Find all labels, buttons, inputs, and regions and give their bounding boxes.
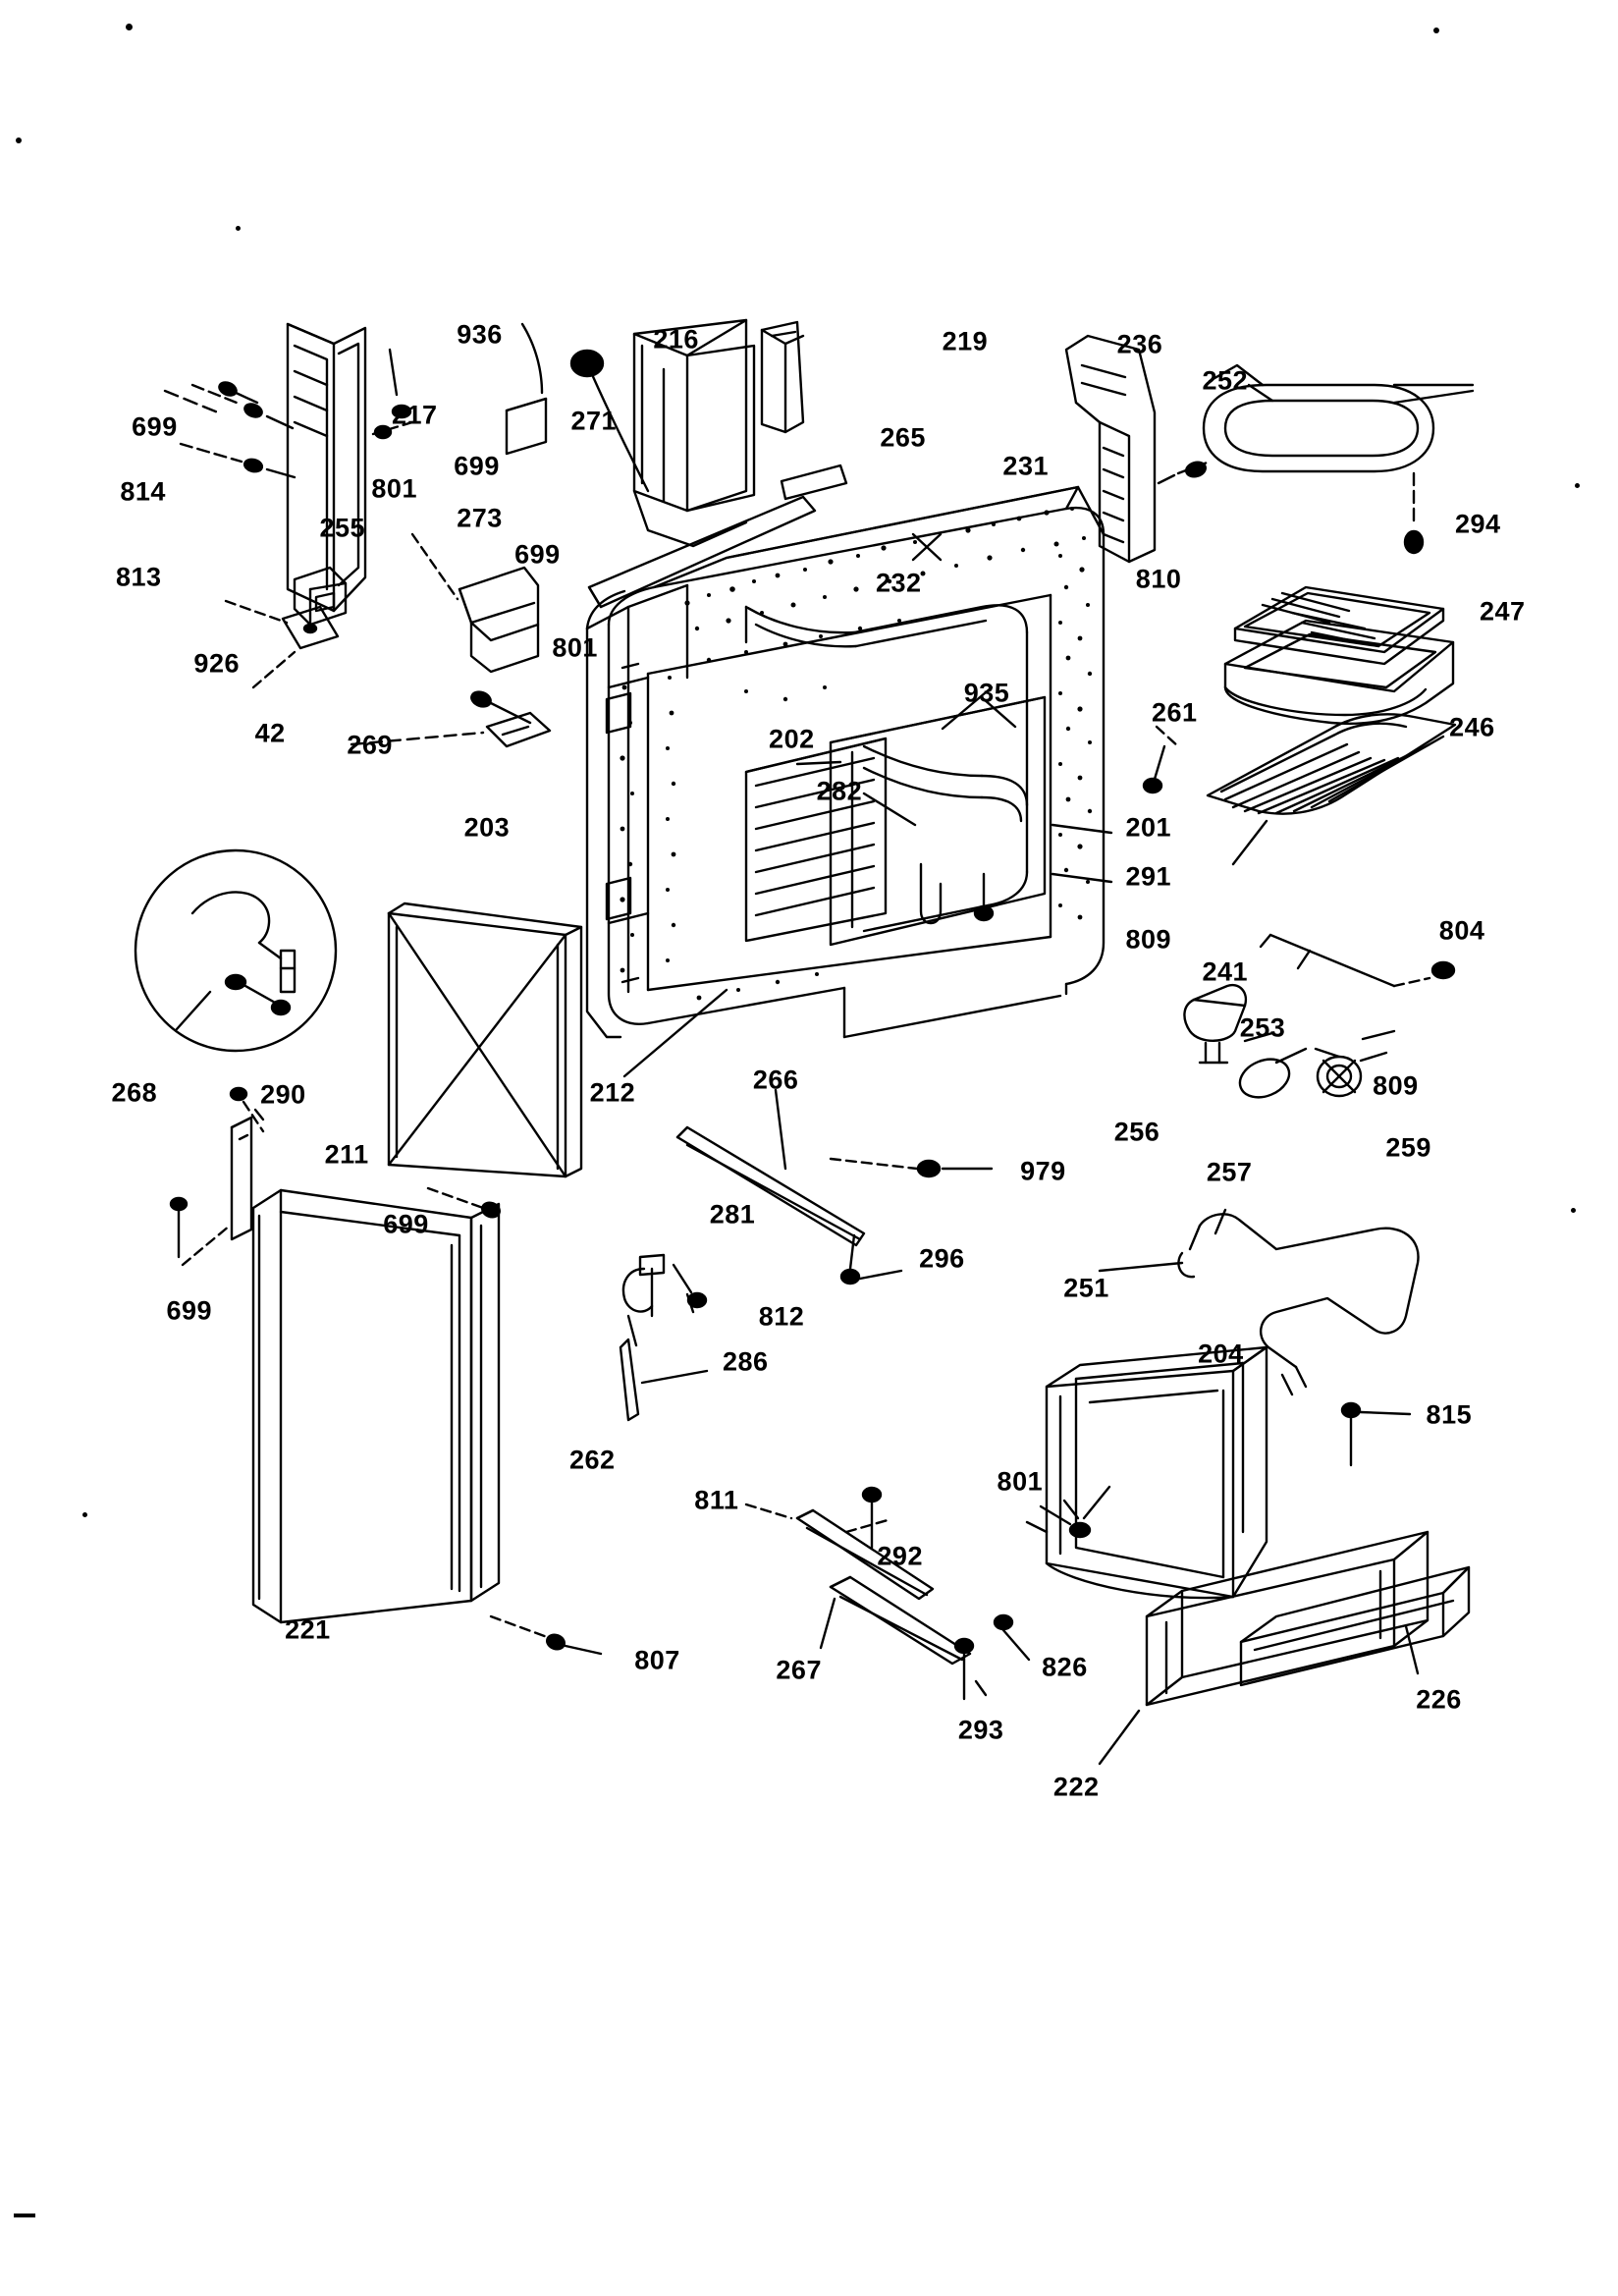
callout-812: 812 [758,1301,805,1332]
callout-211: 211 [324,1139,369,1170]
callout-259: 259 [1385,1132,1431,1163]
callout-203: 203 [463,812,511,843]
callout-292: 292 [877,1541,923,1571]
callout-247: 247 [1480,596,1526,627]
callout-801-a: 801 [371,473,417,504]
callout-699: 699 [132,411,178,442]
callout-219: 219 [942,326,989,356]
callout-271: 271 [570,406,618,436]
callout-216: 216 [653,324,699,355]
callout-265: 265 [880,422,926,453]
callout-257: 257 [1206,1157,1253,1187]
callout-269: 269 [347,730,393,760]
callout-273: 273 [457,503,503,533]
callout-936: 936 [457,319,503,350]
callout-253: 253 [1239,1012,1286,1043]
callout-813: 813 [115,562,162,592]
callout-296: 296 [919,1243,965,1274]
callout-222: 222 [1052,1772,1100,1802]
callout-281: 281 [709,1199,756,1230]
callout-241: 241 [1202,957,1249,987]
callout-801-b: 801 [552,632,598,663]
callout-231: 231 [1002,451,1049,481]
callout-809-b: 809 [1373,1070,1419,1101]
callout-699-b: 699 [454,451,500,481]
callout-282: 282 [816,776,863,806]
callout-212: 212 [589,1077,636,1108]
callout-246: 246 [1449,712,1495,742]
callout-979: 979 [1020,1156,1066,1186]
callout-236: 236 [1116,329,1163,359]
callout-268: 268 [111,1077,158,1108]
callout-202: 202 [769,724,815,754]
callout-266: 266 [752,1065,799,1095]
callout-699-e: 699 [166,1295,213,1326]
callout-807: 807 [634,1645,680,1675]
callout-221: 221 [285,1614,331,1645]
callout-291: 291 [1125,861,1172,892]
callout-255: 255 [319,513,365,543]
callout-804: 804 [1438,915,1485,946]
callout-256: 256 [1113,1117,1160,1147]
callout-290: 290 [260,1079,306,1110]
callout-814: 814 [120,476,166,507]
callout-699-c: 699 [514,539,561,570]
callout-262: 262 [569,1445,616,1475]
callout-294: 294 [1454,509,1501,539]
callout-226: 226 [1416,1684,1462,1715]
callout-293: 293 [957,1715,1004,1745]
callout-267: 267 [776,1655,822,1685]
callout-252: 252 [1202,365,1249,396]
callout-811: 811 [694,1485,739,1515]
callout-42: 42 [254,718,286,748]
callout-801-c: 801 [997,1466,1044,1497]
callout-204: 204 [1198,1339,1244,1369]
callout-810: 810 [1135,564,1182,594]
callout-699-d: 699 [383,1209,429,1239]
scan-artifact [82,1512,87,1517]
scan-artifact [1575,483,1580,488]
scan-artifact [236,226,241,231]
callout-217: 217 [392,400,438,430]
callout-935: 935 [963,678,1010,708]
scan-artifact [14,2214,35,2217]
callout-251: 251 [1063,1273,1109,1303]
callout-232: 232 [875,568,922,598]
callout-286: 286 [722,1346,769,1377]
callout-826: 826 [1042,1652,1088,1682]
callout-261: 261 [1151,697,1198,728]
scan-artifact [16,137,22,143]
scan-artifact [126,24,133,30]
callout-815: 815 [1426,1399,1473,1430]
callout-201: 201 [1125,812,1172,843]
callout-926: 926 [193,648,240,679]
scan-artifact [1433,27,1439,33]
callout-809-a: 809 [1125,924,1172,955]
scan-artifact [1571,1208,1576,1213]
